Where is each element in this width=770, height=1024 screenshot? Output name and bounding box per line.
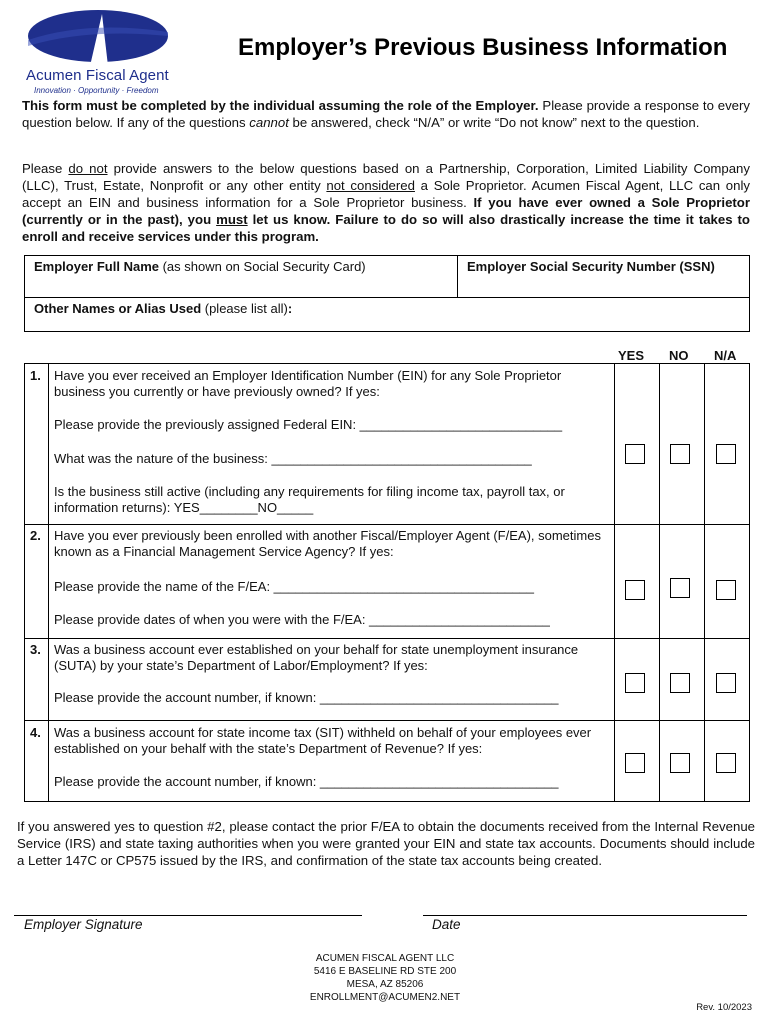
q2-yes-checkbox[interactable] xyxy=(625,580,645,600)
fea-name-field[interactable]: Please provide the name of the F/EA: ____________________________________ xyxy=(54,579,534,594)
employer-signature-line[interactable] xyxy=(14,915,362,916)
address-email: ENROLLMENT@ACUMEN2.NET xyxy=(309,992,461,1003)
notice-bold-1: If you have ever owned a Sole Proprietor (currently or in the past), you xyxy=(22,195,750,227)
logo-swoosh-icon xyxy=(28,10,168,66)
question-text: Have you ever previously been enrolled with another Fiscal/Employer Agent (F/EA), sometimes known as a Financial Management Service Agency? If yes: xyxy=(54,528,601,559)
employer-full-name-field[interactable] xyxy=(24,255,458,298)
question-text: Was a business account for state income tax (SIT) withheld on behalf of your employees ever established on your behalf with the state’s Department of Revenue? If yes: xyxy=(54,725,592,756)
yes-column-divider xyxy=(614,364,615,801)
full-name-label: Employer Full Name (as shown on Social Security Card) xyxy=(34,259,366,274)
questions-table xyxy=(24,363,750,802)
page-title: Employer’s Previous Business Information xyxy=(238,34,728,61)
row-divider xyxy=(25,720,749,721)
q2-no-checkbox[interactable] xyxy=(670,578,690,598)
date-line[interactable] xyxy=(423,915,747,916)
sit-account-field[interactable]: Please provide the account number, if known: _________________________________ xyxy=(54,774,559,789)
q1-na-checkbox[interactable] xyxy=(716,444,736,464)
date-label: Date xyxy=(432,917,461,932)
ssn-label: Employer Social Security Number (SSN) xyxy=(467,259,715,274)
question-number: 4. xyxy=(30,725,41,740)
no-column-divider xyxy=(659,364,660,801)
business-active-question: Is the business still active (including any requirements for filing income tax, payroll tax, or xyxy=(54,484,565,499)
row-divider xyxy=(25,524,749,525)
column-na: N/A xyxy=(714,348,737,363)
intro-cannot: cannot xyxy=(249,115,289,130)
row-divider xyxy=(25,638,749,639)
logo-tagline: Innovation · Opportunity · Freedom xyxy=(34,86,159,95)
question-number: 1. xyxy=(30,368,41,383)
employer-signature-label: Employer Signature xyxy=(24,917,143,932)
alias-label: Other Names or Alias Used (please list all): xyxy=(34,301,293,316)
q3-no-checkbox[interactable] xyxy=(670,673,690,693)
notice-text-1: Please xyxy=(22,161,69,176)
intro-paragraph xyxy=(22,97,750,131)
revision-date: Rev. 10/2023 xyxy=(696,1002,752,1013)
question-text: Was a business account ever established on your behalf for state unemployment insurance (SUTA) by your state’s Department of Labor/Employment? If yes: xyxy=(54,642,579,673)
notice-text-3: a Sole Proprietor. Acumen Fiscal Agent, LLC can only accept an EIN and business information for a Sole Proprietor business. xyxy=(22,178,750,210)
employer-ssn-field[interactable] xyxy=(457,255,750,298)
notice-must: must xyxy=(216,212,248,227)
column-yes: YES xyxy=(618,348,645,363)
company-logo xyxy=(24,10,174,95)
question-text: Have you ever received an Employer Identification Number (EIN) for any Sole Proprietor business you currently or have previously owned? If yes: xyxy=(54,368,562,399)
q3-yes-checkbox[interactable] xyxy=(625,673,645,693)
fea-dates-field[interactable]: Please provide dates of when you were with the F/EA: _________________________ xyxy=(54,612,550,627)
q2-na-checkbox[interactable] xyxy=(716,580,736,600)
number-column-divider xyxy=(48,364,49,801)
notice-not-considered: not considered xyxy=(326,178,415,193)
intro-bold: This form must be completed by the individual assuming the role of the Employer. xyxy=(22,98,539,113)
q4-no-checkbox[interactable] xyxy=(670,753,690,773)
address-line-1: ACUMEN FISCAL AGENT LLC xyxy=(315,953,455,964)
question-number: 3. xyxy=(30,642,41,657)
suta-account-field[interactable]: Please provide the account number, if known: _________________________________ xyxy=(54,690,559,705)
na-column-divider xyxy=(704,364,705,801)
notice-do-not: do not xyxy=(68,161,108,176)
business-active-answer[interactable]: information returns): YES________NO_____ xyxy=(54,500,314,515)
notice-text-2: provide answers to the below questions based on a Partnership, Corporation, Limited Liability Company (LLC), Trust, Estate, Nonprofit or any other entity xyxy=(22,161,750,193)
q4-yes-checkbox[interactable] xyxy=(625,753,645,773)
q1-yes-checkbox[interactable] xyxy=(625,444,645,464)
column-no: NO xyxy=(669,348,689,363)
question-number: 2. xyxy=(30,528,41,543)
address-line-2: 5416 E BASELINE RD STE 200 xyxy=(313,966,457,977)
address-line-3: MESA, AZ 85206 xyxy=(346,979,424,990)
q3-na-checkbox[interactable] xyxy=(716,673,736,693)
logo-name: Acumen Fiscal Agent xyxy=(26,67,169,84)
q4-na-checkbox[interactable] xyxy=(716,753,736,773)
intro-text-1: Please provide a response to every question below. If any of the questions xyxy=(22,98,750,130)
notice-bold-2: let us know. Failure to do so will also drastically increase the time it takes to enroll and receive services under this program. xyxy=(22,212,750,244)
closing-paragraph: If you answered yes to question #2, please contact the prior F/EA to obtain the documents received from the Internal Revenue Service (IRS) and state taxing authorities when you were granted your EIN and state tax accounts. Documents should include a Letter 147C or CP575 issued by the IRS, and confirmation of the state tax accounts being created. xyxy=(17,819,755,868)
federal-ein-field[interactable]: Please provide the previously assigned Federal EIN: ____________________________ xyxy=(54,417,563,432)
q1-no-checkbox[interactable] xyxy=(670,444,690,464)
notice-paragraph xyxy=(22,160,750,245)
company-address xyxy=(0,952,770,1004)
alias-field[interactable] xyxy=(24,297,750,332)
intro-text-2: be answered, check “N/A” or write “Do not know” next to the question. xyxy=(288,115,700,130)
business-nature-field[interactable]: What was the nature of the business: ____________________________________ xyxy=(54,451,532,466)
